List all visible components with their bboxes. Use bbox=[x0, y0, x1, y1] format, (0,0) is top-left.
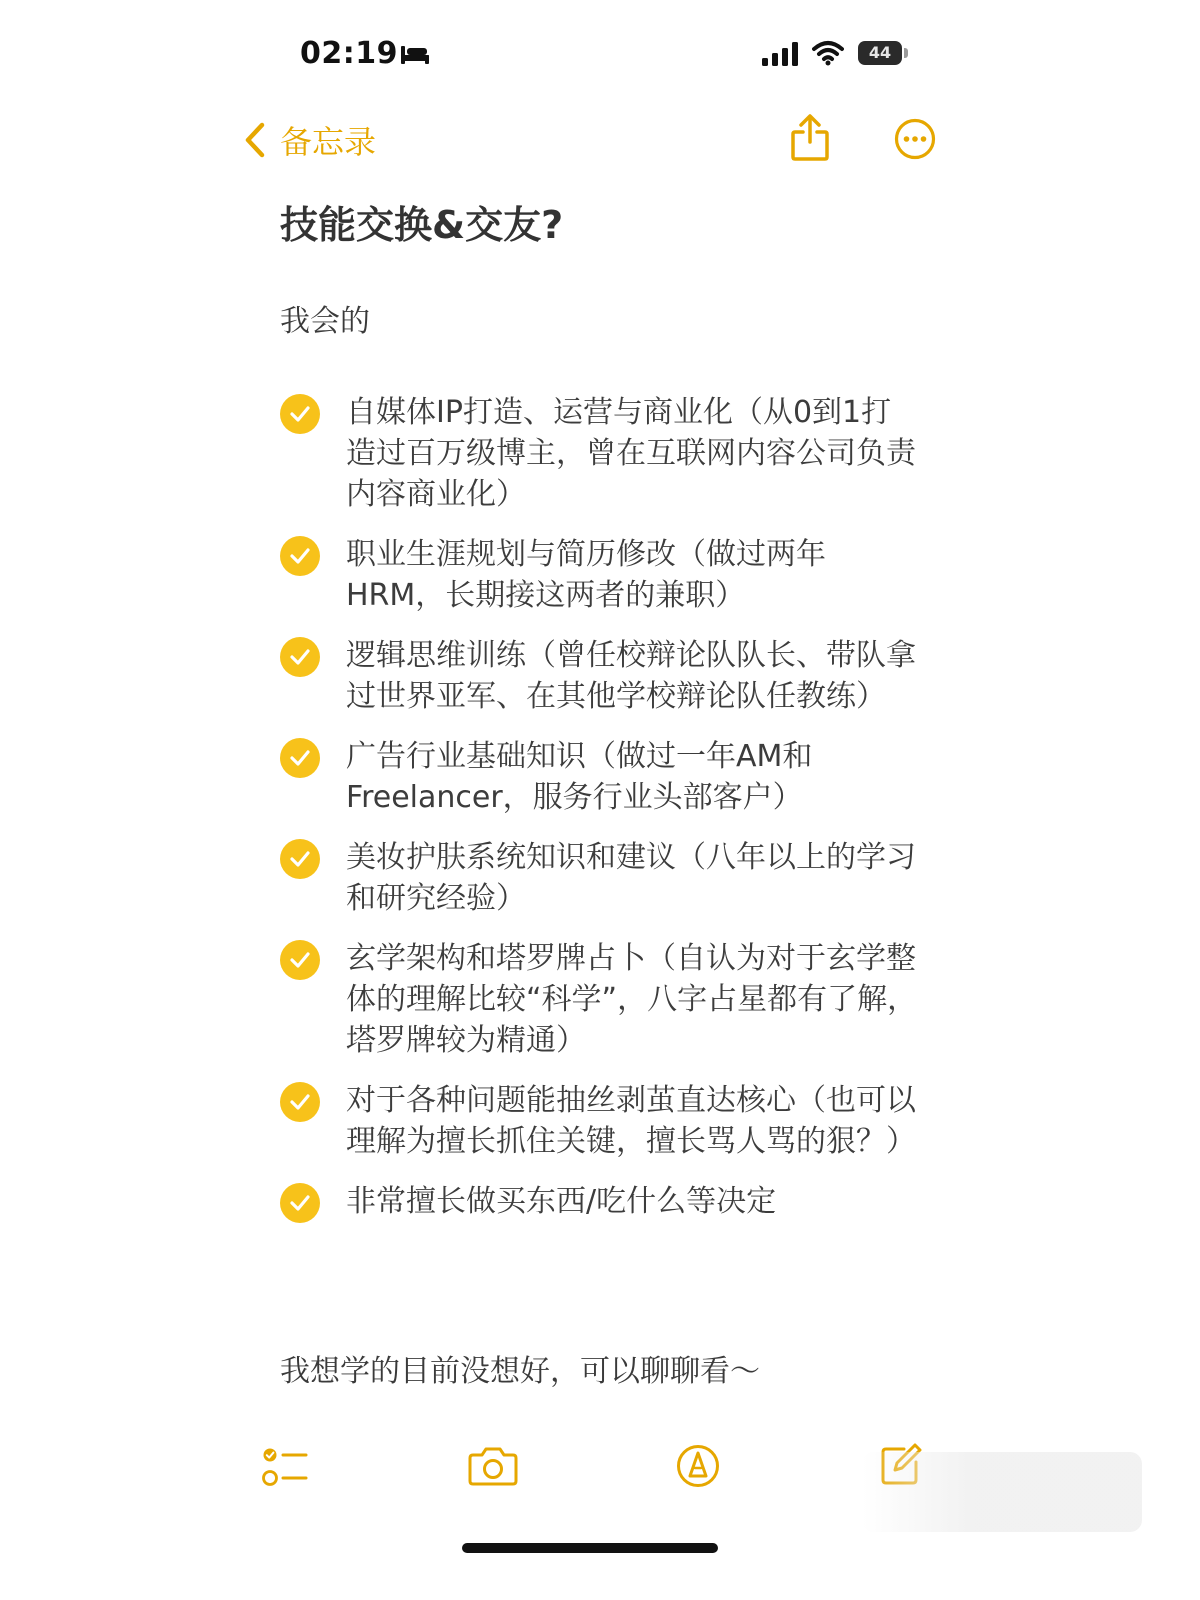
checklist-item-text[interactable]: 对于各种问题能抽丝剥茧直达核心（也可以理解为擅长抓住关键，擅长骂人骂的狠？） bbox=[346, 1083, 916, 1159]
back-label: 备忘录 bbox=[280, 123, 377, 161]
checkmark-circle-icon[interactable] bbox=[280, 738, 320, 778]
status-bar bbox=[0, 0, 1200, 100]
checklist-item[interactable] bbox=[280, 837, 920, 919]
checklist-item[interactable] bbox=[280, 534, 920, 616]
battery-nub bbox=[904, 48, 908, 58]
checklist-icon[interactable] bbox=[262, 1446, 310, 1488]
wifi-icon bbox=[812, 40, 844, 66]
checklist-item-text[interactable]: 广告行业基础知识（做过一年AM和Freelancer，服务行业头部客户） bbox=[346, 739, 813, 815]
status-time: 02:19 bbox=[300, 36, 398, 71]
blurred-watermark bbox=[862, 1452, 1142, 1532]
ellipsis-circle-icon[interactable] bbox=[894, 118, 936, 160]
checkmark-circle-icon[interactable] bbox=[280, 1183, 320, 1223]
checklist-item-text[interactable]: 非常擅长做买东西/吃什么等决定 bbox=[346, 1184, 777, 1219]
sleep-bed-icon bbox=[400, 43, 430, 65]
checklist-item[interactable] bbox=[280, 938, 920, 1061]
checklist-item[interactable] bbox=[280, 635, 920, 717]
back-button[interactable] bbox=[244, 118, 376, 162]
cellular-signal-icon bbox=[762, 42, 800, 66]
battery-level: 44 bbox=[868, 43, 892, 62]
camera-icon[interactable] bbox=[468, 1446, 518, 1486]
checklist-item[interactable] bbox=[280, 1181, 920, 1223]
home-indicator bbox=[462, 1543, 718, 1553]
checklist-item-text[interactable]: 职业生涯规划与简历修改（做过两年HRM，长期接这两者的兼职） bbox=[346, 537, 826, 613]
closing-text[interactable]: 我想学的目前没想好，可以聊聊看～ bbox=[280, 1354, 760, 1389]
checkmark-circle-icon[interactable] bbox=[280, 1082, 320, 1122]
note-title[interactable]: 技能交换&交友? bbox=[280, 203, 564, 247]
checklist-item-text[interactable]: 玄学架构和塔罗牌占卜（自认为对于玄学整体的理解比较“科学”，八字占星都有了解，塔罗牌较为精通） bbox=[346, 941, 918, 1058]
section-heading[interactable]: 我会的 bbox=[280, 304, 370, 339]
checklist-item-text[interactable]: 逻辑思维训练（曾任校辩论队队长、带队拿过世界亚军、在其他学校辩论队任教练） bbox=[346, 638, 916, 714]
checklist-item[interactable] bbox=[280, 736, 920, 818]
checklist-item-text[interactable]: 美妆护肤系统知识和建议（八年以上的学习和研究经验） bbox=[346, 840, 916, 916]
checkmark-circle-icon[interactable] bbox=[280, 839, 320, 879]
checkmark-circle-icon[interactable] bbox=[280, 940, 320, 980]
battery-icon bbox=[858, 41, 902, 65]
share-icon[interactable] bbox=[790, 114, 830, 162]
markup-pen-icon[interactable] bbox=[676, 1444, 720, 1488]
checklist-item[interactable] bbox=[280, 1080, 920, 1162]
checkmark-circle-icon[interactable] bbox=[280, 536, 320, 576]
checklist-item[interactable] bbox=[280, 392, 920, 515]
checkmark-circle-icon[interactable] bbox=[280, 394, 320, 434]
checkmark-circle-icon[interactable] bbox=[280, 637, 320, 677]
checklist bbox=[280, 392, 920, 1242]
chevron-left-icon bbox=[244, 122, 266, 158]
checklist-item-text[interactable]: 自媒体IP打造、运营与商业化（从0到1打造过百万级博主，曾在互联网内容公司负责内容商业化） bbox=[346, 395, 916, 512]
